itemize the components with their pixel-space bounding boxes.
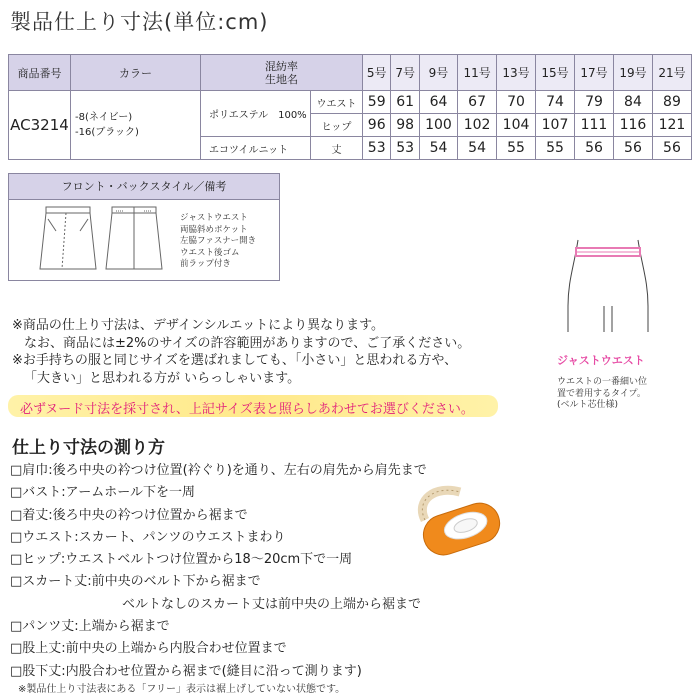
cell-value: 54 xyxy=(458,137,497,160)
howto-item: □股下丈:内股合わせ位置から裾まで(縫目に沿って測ります) xyxy=(10,663,362,679)
cell-value: 55 xyxy=(536,137,575,160)
just-waist-desc-line: 置で着用するタイプ。 xyxy=(557,388,646,399)
fabric-name: エコツイルニット xyxy=(201,137,311,160)
feature-item: ジャストウエスト xyxy=(180,213,248,223)
row-label-hip: ヒップ xyxy=(311,114,363,137)
size-header: 19号 xyxy=(613,55,652,91)
note-line: ※お手持ちの服と同じサイズを選ばれましても、「小さい」と思われる方や、 xyxy=(12,353,458,368)
color-item: -16(ブラック) xyxy=(75,127,139,138)
cell-value: 74 xyxy=(536,91,575,114)
cell-value: 104 xyxy=(497,114,536,137)
howto-item: □ウエスト:スカート、パンツのウエストまわり xyxy=(10,529,286,545)
size-header: 7号 xyxy=(391,55,419,91)
just-waist-desc-line: (ベルト芯仕様) xyxy=(557,400,619,410)
header-material: 混紡率 生地名 xyxy=(201,55,363,91)
feature-item: 前ラップ付き xyxy=(180,259,231,269)
feature-item: 両脇斜めポケット xyxy=(180,224,248,235)
howto-item: □スカート丈:前中央のベルト下から裾まで xyxy=(10,574,261,590)
product-code: AC3214 xyxy=(9,91,71,160)
skirt-illustration xyxy=(36,205,176,277)
just-waist-desc-line: ウエストの一番細い位 xyxy=(557,377,648,387)
footnote: ※製品仕上り寸法表にある「フリー」表示は裾上げしていない状態です。 xyxy=(18,684,346,695)
feature-item: ウエスト後ゴム xyxy=(180,247,240,258)
size-header: 15号 xyxy=(536,55,575,91)
cell-value: 84 xyxy=(613,91,652,114)
cell-value: 61 xyxy=(391,91,419,114)
note-line: ※商品の仕上り寸法は、デザインシルエットにより異なります。 xyxy=(12,318,385,333)
cell-value: 96 xyxy=(363,114,391,137)
note-line: なお、商品には±2%のサイズの許容範囲がありますので、ご了承ください。 xyxy=(24,335,471,351)
row-label-waist: ウエスト xyxy=(311,91,363,114)
table-header-row xyxy=(9,55,692,91)
cell-value: 111 xyxy=(575,114,614,137)
color-list xyxy=(71,91,201,160)
howto-item: □肩巾:後ろ中央の衿つけ位置(衿ぐり)を通り、左右の肩先から肩先まで xyxy=(10,463,427,478)
header-product-no: 商品番号 xyxy=(9,55,71,91)
howto-title: 仕上り寸法の測り方 xyxy=(12,438,165,458)
cell-value: 55 xyxy=(497,137,536,160)
note-line: 「大きい」と思われる方が いらっしゃいます。 xyxy=(24,370,301,386)
cell-value: 100 xyxy=(419,114,457,137)
size-header: 21号 xyxy=(652,55,691,91)
material-blend: ポリエステル 100% xyxy=(201,91,311,137)
header-color: カラー xyxy=(71,55,201,91)
table-row xyxy=(9,91,692,114)
size-header: 11号 xyxy=(458,55,497,91)
size-header: 5号 xyxy=(363,55,391,91)
tape-measure-icon xyxy=(405,480,510,570)
cell-value: 79 xyxy=(575,91,614,114)
cell-value: 54 xyxy=(419,137,457,160)
howto-item: □ヒップ:ウエストベルトつけ位置から18〜20cm下で一周 xyxy=(10,552,353,568)
howto-item: □バスト:アームホール下を一周 xyxy=(10,485,196,501)
cell-value: 121 xyxy=(652,114,691,137)
cell-value: 64 xyxy=(419,91,457,114)
howto-item: □股上丈:前中央の上端から内股合わせ位置まで xyxy=(10,641,287,657)
style-box-header: フロント・バックスタイル／備考 xyxy=(9,174,279,200)
page-title: 製品仕上り寸法(単位:cm) xyxy=(10,10,269,34)
feature-list xyxy=(180,213,256,271)
warning-text: 必ずヌード寸法を採寸され、上記サイズ表と照らしあわせてお選びください。 xyxy=(20,402,474,417)
size-table xyxy=(8,54,692,160)
howto-item: ベルトなしのスカート丈は前中央の上端から裾まで xyxy=(122,596,422,612)
cell-value: 70 xyxy=(497,91,536,114)
cell-value: 53 xyxy=(363,137,391,160)
howto-list xyxy=(10,460,427,683)
row-label-length: 丈 xyxy=(311,137,363,160)
just-waist-label: ジャストウエスト xyxy=(557,354,645,367)
cell-value: 56 xyxy=(652,137,691,160)
cell-value: 56 xyxy=(575,137,614,160)
size-header: 17号 xyxy=(575,55,614,91)
cell-value: 56 xyxy=(613,137,652,160)
cell-value: 67 xyxy=(458,91,497,114)
cell-value: 59 xyxy=(363,91,391,114)
cell-value: 102 xyxy=(458,114,497,137)
cell-value: 107 xyxy=(536,114,575,137)
color-item: -8(ネイビー) xyxy=(75,112,133,123)
waist-figure-icon xyxy=(560,236,660,336)
size-header: 13号 xyxy=(497,55,536,91)
feature-item: 左脇ファスナー開き xyxy=(180,236,257,246)
just-waist-description xyxy=(557,377,647,412)
cell-value: 98 xyxy=(391,114,419,137)
notes xyxy=(12,317,470,387)
cell-value: 89 xyxy=(652,91,691,114)
cell-value: 53 xyxy=(391,137,419,160)
howto-item: □着丈:後ろ中央の衿つけ位置から裾まで xyxy=(10,507,248,523)
howto-item: □パンツ丈:上端から裾まで xyxy=(10,619,170,635)
cell-value: 116 xyxy=(613,114,652,137)
size-header: 9号 xyxy=(419,55,457,91)
